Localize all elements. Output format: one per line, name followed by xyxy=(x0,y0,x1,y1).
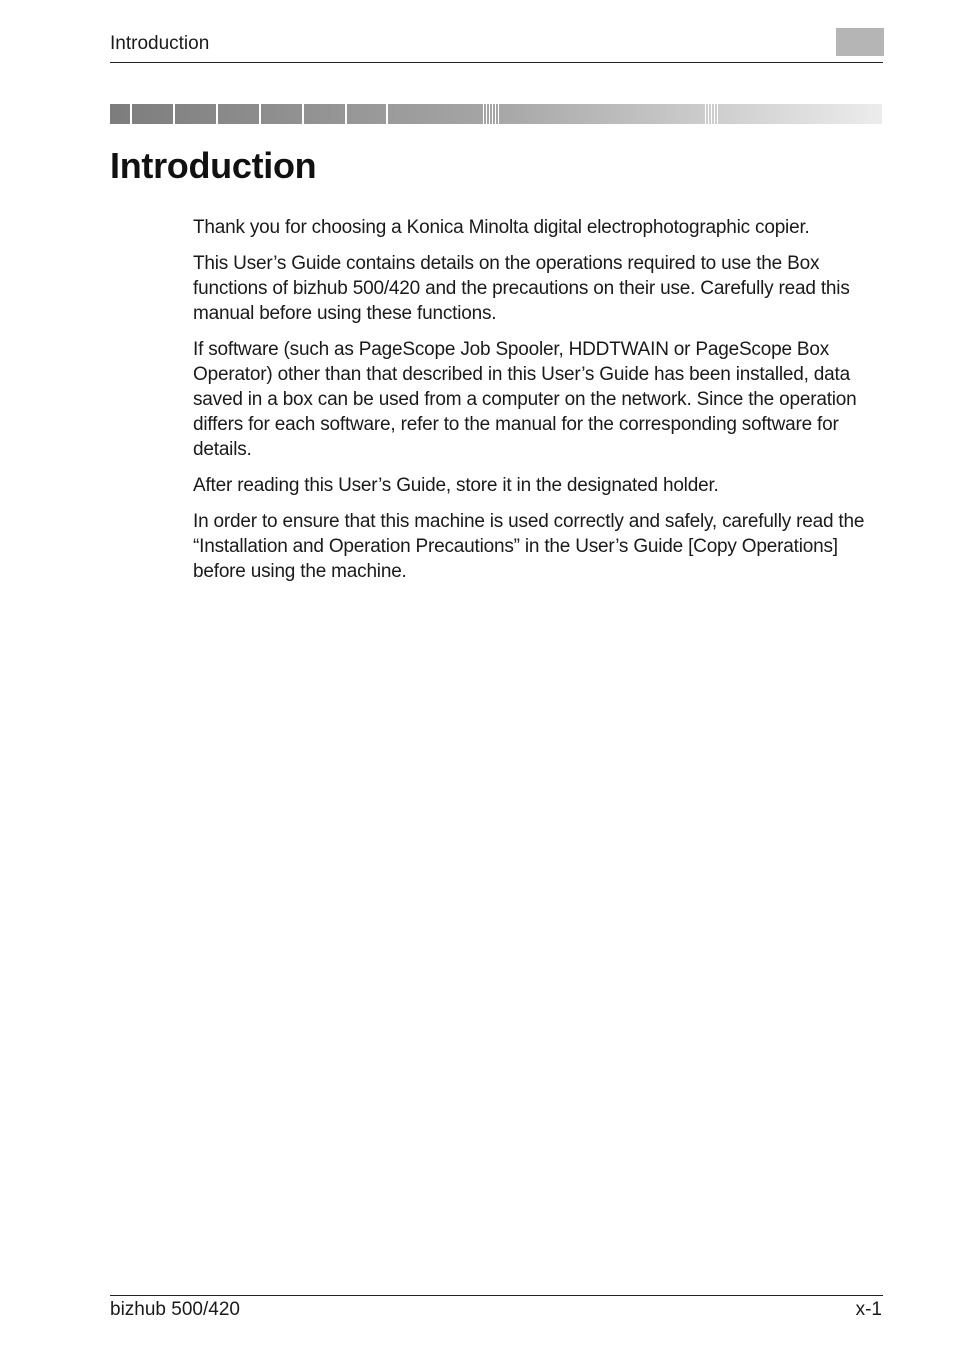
running-header: Introduction xyxy=(110,33,210,54)
body-text xyxy=(193,215,885,595)
footer-rule xyxy=(110,1295,883,1296)
paragraph-intro: Thank you for choosing a Konica Minolta digital electrophotographic copier. xyxy=(193,217,810,238)
paragraph-storage: After reading this User’s Guide, store it in the designated holder. xyxy=(193,475,719,496)
paragraph-software: If software (such as PageScope Job Spooler, HDDTWAIN or PageScope Box Operator) other than that described in this User’s Guide has been installed, data saved in a box can be used from a computer on the network. Since the operation differs for each software, refer to the manual for the corresponding software for details. xyxy=(193,339,857,460)
header-tab xyxy=(836,28,884,56)
page-title: Introduction xyxy=(110,145,317,186)
paragraph-guide-contents: This User’s Guide contains details on the operations required to use the Box functions of bizhub 500/420 and the precautions on their use. Carefully read this manual before using these functions. xyxy=(193,253,850,324)
title-decoration-bar xyxy=(110,104,882,124)
footer-model: bizhub 500/420 xyxy=(110,1299,240,1320)
footer-page-number: x-1 xyxy=(855,1299,882,1320)
paragraph-safety: In order to ensure that this machine is used correctly and safely, carefully read the “Installation and Operation Precautions” in the User’s Guide [Copy Operations] before using the machine. xyxy=(193,511,865,582)
header-rule xyxy=(110,62,883,63)
